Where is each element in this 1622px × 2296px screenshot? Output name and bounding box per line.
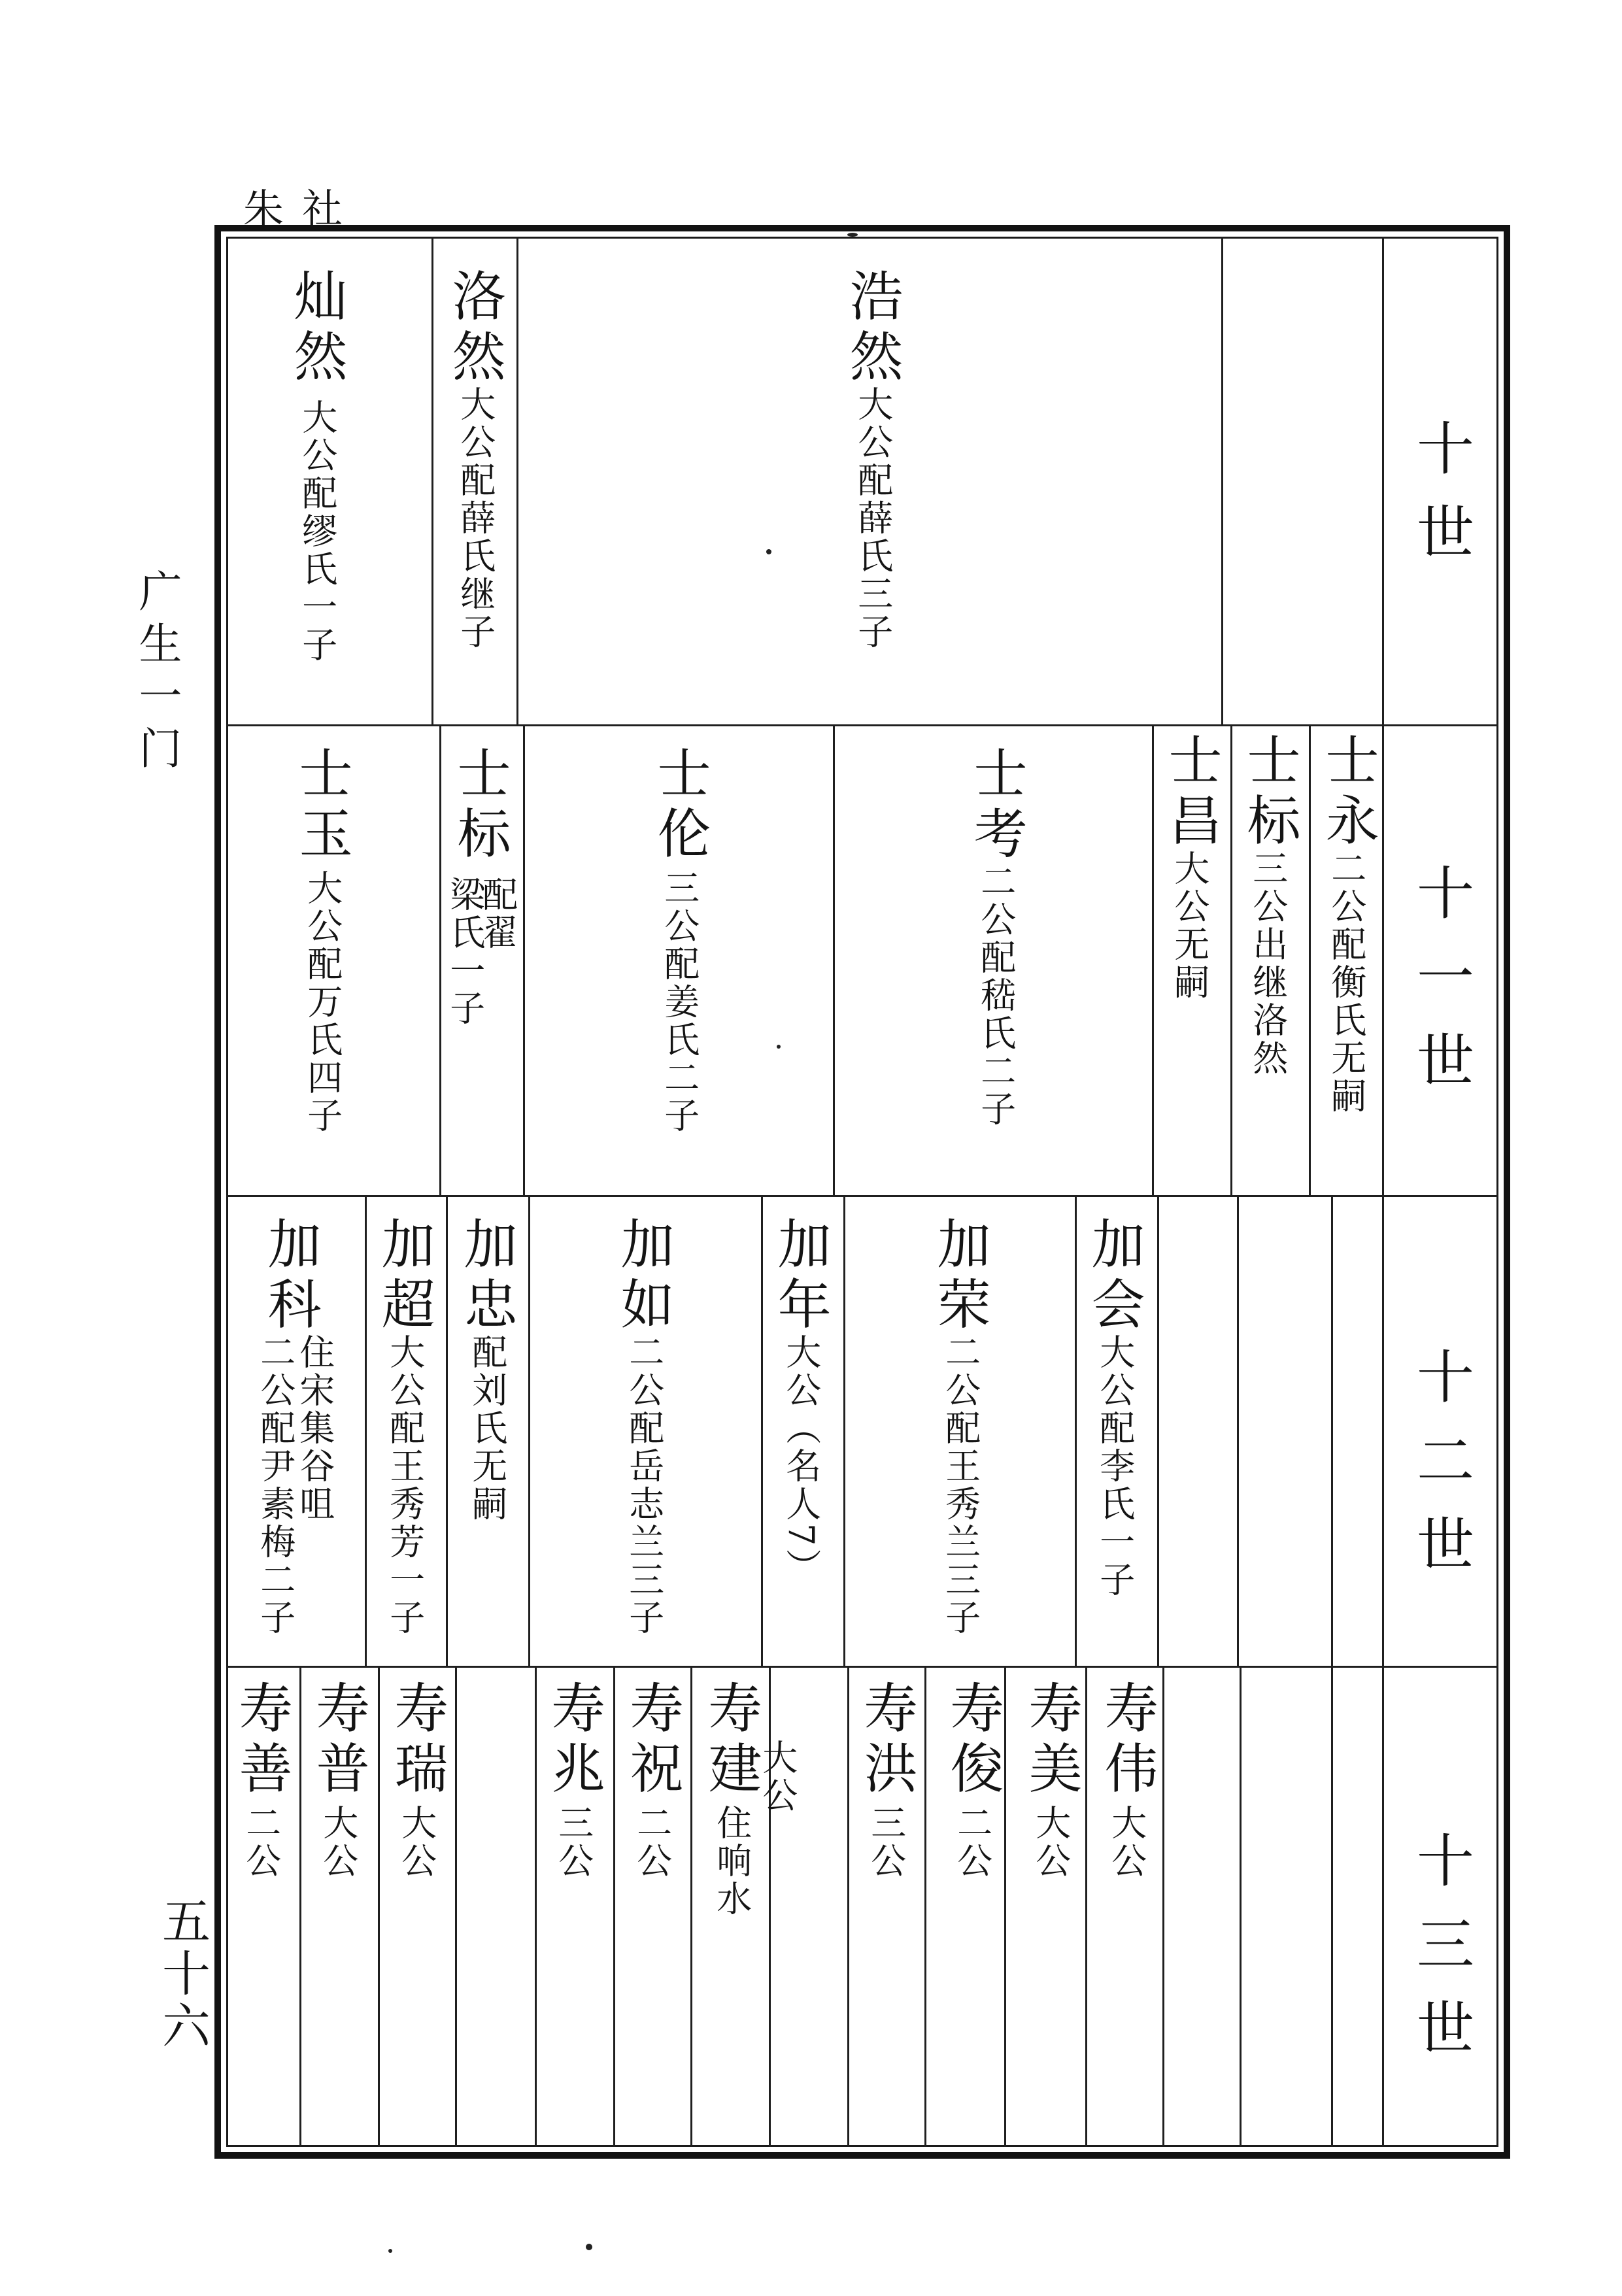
row3-divider xyxy=(528,1195,530,1666)
person-note: 大公（名人7） xyxy=(780,1334,822,1587)
row4-divider xyxy=(769,1666,771,2147)
person-note: 大公 xyxy=(396,1804,437,1880)
branch-label: 广生一门 xyxy=(131,569,182,778)
person-note: 大公无嗣 xyxy=(1168,850,1210,1002)
person-name: 寿伟 xyxy=(1096,1680,1158,1800)
row2-divider xyxy=(1230,724,1232,1195)
person-note: 配刘氏无嗣 xyxy=(466,1334,508,1523)
person-name: 士伦 xyxy=(649,745,711,866)
person-note: 大公 xyxy=(317,1804,359,1880)
row-divider-11-12 xyxy=(226,1195,1498,1197)
row4-divider xyxy=(1004,1666,1006,2147)
row3-divider xyxy=(1331,1195,1333,1666)
page-number: 五十六 xyxy=(154,1896,211,2053)
scan-speck xyxy=(847,233,858,237)
person-note: 大公配薛氏三子 xyxy=(852,386,894,651)
person-note: 大公配缪氏一子 xyxy=(296,399,338,664)
person-name: 加忠 xyxy=(455,1216,518,1336)
row2-divider xyxy=(1309,724,1311,1195)
generation-label: 十三世 xyxy=(1408,1831,1475,2082)
row4-divider xyxy=(1085,1666,1087,2147)
row3-divider xyxy=(843,1195,845,1666)
person-name: 寿祝 xyxy=(621,1680,684,1800)
scan-speck xyxy=(586,2244,592,2250)
person-note: 大公 xyxy=(756,1739,798,1815)
person-name: 士标 xyxy=(448,745,511,866)
person-note: 大公配李氏一子 xyxy=(1094,1334,1136,1599)
person-note: 配翟 xyxy=(477,876,518,952)
person-note: 二公配衡氏无嗣 xyxy=(1325,850,1367,1115)
row3-divider xyxy=(446,1195,448,1666)
person-name: 寿瑞 xyxy=(386,1680,448,1800)
row4-divider xyxy=(847,1666,849,2147)
person-note: 大公 xyxy=(1106,1804,1147,1880)
person-name: 加如 xyxy=(612,1216,675,1336)
row4-divider xyxy=(690,1666,692,2147)
person-name: 士考 xyxy=(965,745,1028,866)
row4-divider xyxy=(1331,1666,1333,2147)
row2-divider xyxy=(439,724,441,1195)
person-name: 加科 xyxy=(259,1216,322,1336)
row4-divider xyxy=(455,1666,457,2147)
row4-divider xyxy=(1240,1666,1242,2147)
person-name: 寿俊 xyxy=(941,1680,1004,1800)
person-name: 寿善 xyxy=(230,1680,293,1800)
person-note: 二公 xyxy=(240,1804,282,1880)
person-note: 三公出继洛然 xyxy=(1247,850,1289,1077)
person-name: 寿普 xyxy=(307,1680,370,1800)
row4-divider xyxy=(535,1666,537,2147)
person-note: 三公配姜氏二子 xyxy=(658,869,700,1135)
person-note: 住响水 xyxy=(711,1804,752,1918)
row3-divider xyxy=(1157,1195,1159,1666)
row-divider-12-13 xyxy=(226,1666,1498,1668)
person-note: 三公 xyxy=(865,1804,907,1880)
person-note: 大公配万氏四子 xyxy=(301,869,343,1135)
row4-divider xyxy=(299,1666,301,2147)
person-name: 寿建 xyxy=(700,1680,762,1800)
person-name: 士昌 xyxy=(1160,732,1223,853)
person-note: 三公 xyxy=(552,1804,594,1880)
person-note: 二公配王秀兰三子 xyxy=(939,1334,981,1637)
row2-divider xyxy=(523,724,525,1195)
person-name: 寿兆 xyxy=(543,1680,605,1800)
row2-divider xyxy=(1152,724,1154,1195)
person-name: 寿洪 xyxy=(855,1680,918,1800)
person-name: 灿然 xyxy=(285,268,348,388)
person-name: 加年 xyxy=(769,1216,832,1336)
row3-divider xyxy=(761,1195,763,1666)
generation-column-divider xyxy=(1382,237,1384,2147)
person-note: 二公配嵇氏二子 xyxy=(975,863,1017,1128)
row4-divider xyxy=(378,1666,380,2147)
row1-divider xyxy=(516,237,518,724)
person-name: 洛然 xyxy=(443,268,506,388)
person-note: 二公配尹素梅二子 xyxy=(254,1334,296,1637)
person-note: 大公 xyxy=(1030,1804,1072,1880)
person-note: 大公配薛氏继子 xyxy=(454,386,496,651)
generation-label: 十一世 xyxy=(1408,863,1475,1114)
person-name: 加会 xyxy=(1083,1216,1145,1336)
scan-speck xyxy=(388,2249,392,2253)
row1-divider xyxy=(431,237,433,724)
person-name: 寿美 xyxy=(1020,1680,1083,1800)
person-note: 二公 xyxy=(631,1804,673,1880)
person-note: 住宋集谷咀 xyxy=(294,1334,335,1523)
generation-label: 十世 xyxy=(1408,418,1475,586)
row4-divider xyxy=(924,1666,926,2147)
row4-divider xyxy=(1162,1666,1164,2147)
surname-header: 朱社 xyxy=(243,185,362,233)
row3-divider xyxy=(1237,1195,1239,1666)
row3-divider xyxy=(1075,1195,1077,1666)
generation-label: 十二世 xyxy=(1408,1347,1475,1598)
row-divider-10-11 xyxy=(226,724,1498,726)
person-note: 二公配岳志兰三子 xyxy=(623,1334,665,1637)
person-note: 大公配王秀芳一子 xyxy=(384,1334,426,1637)
scan-speck xyxy=(766,549,771,554)
person-name: 士永 xyxy=(1317,732,1379,853)
row2-divider xyxy=(833,724,835,1195)
person-note: 二公 xyxy=(951,1804,993,1880)
row3-divider xyxy=(365,1195,367,1666)
person-name: 浩然 xyxy=(841,268,904,388)
person-name: 加超 xyxy=(373,1216,435,1336)
person-name: 士玉 xyxy=(290,745,353,866)
person-note: 梁氏一子 xyxy=(444,876,486,1028)
row1-divider xyxy=(1221,237,1223,724)
scan-speck xyxy=(777,1045,781,1049)
person-name: 加荣 xyxy=(928,1216,991,1336)
person-name: 士标 xyxy=(1238,732,1301,853)
row4-divider xyxy=(613,1666,615,2147)
